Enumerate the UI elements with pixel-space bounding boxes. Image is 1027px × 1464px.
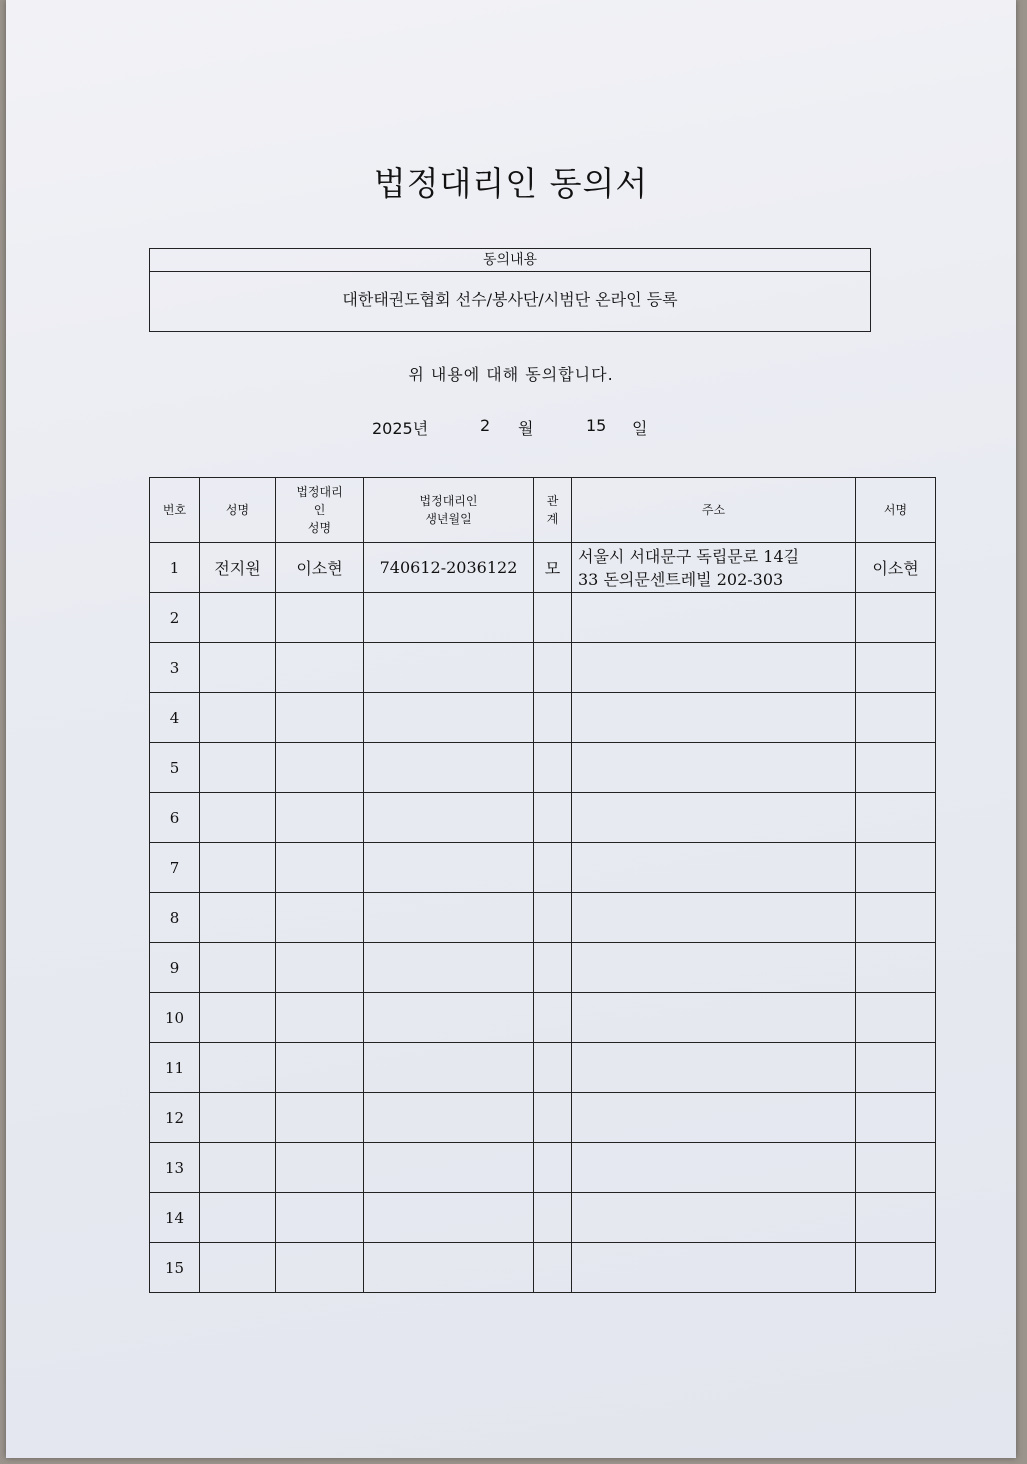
row-relation[interactable] (534, 993, 572, 1043)
row-guardian-birth[interactable] (364, 793, 534, 843)
row-guardian-birth[interactable] (364, 1193, 534, 1243)
header-number: 번호 (150, 478, 200, 543)
row-name[interactable] (200, 1193, 276, 1243)
header-guardian-birth-line2: 생년월일 (425, 512, 472, 526)
row-name[interactable] (200, 793, 276, 843)
row-guardian-birth[interactable] (364, 1093, 534, 1143)
row-relation[interactable] (534, 943, 572, 993)
header-relation-line1: 관 (546, 494, 559, 508)
row-number[interactable]: 1 (150, 543, 200, 593)
row-address[interactable] (572, 843, 856, 893)
row-relation[interactable] (534, 1043, 572, 1093)
row-address-line1: 서울시 서대문구 독립문로 14길 (578, 546, 800, 566)
header-guardian-name-line2: 인 (313, 503, 326, 517)
row-guardian-name[interactable] (276, 1143, 364, 1193)
row-guardian-birth[interactable] (364, 593, 534, 643)
row-name[interactable] (200, 593, 276, 643)
row-relation[interactable] (534, 1143, 572, 1193)
consent-box (149, 248, 871, 332)
row-signature[interactable] (856, 1093, 936, 1143)
row-name[interactable] (200, 693, 276, 743)
row-name[interactable] (200, 1243, 276, 1293)
row-guardian-birth[interactable]: 740612-2036122 (364, 543, 534, 593)
row-relation[interactable] (534, 1093, 572, 1143)
row-guardian-name[interactable] (276, 743, 364, 793)
row-address[interactable] (572, 993, 856, 1043)
row-number[interactable]: 14 (150, 1193, 200, 1243)
row-guardian-name[interactable] (276, 1043, 364, 1093)
row-guardian-birth[interactable] (364, 843, 534, 893)
date-day-value: 15 (586, 416, 607, 435)
row-signature[interactable] (856, 993, 936, 1043)
row-guardian-name[interactable] (276, 593, 364, 643)
row-address[interactable] (572, 743, 856, 793)
row-name[interactable]: 전지원 (200, 543, 276, 593)
row-guardian-birth[interactable] (364, 743, 534, 793)
table-row (150, 1193, 936, 1243)
row-signature[interactable]: 이소현 (856, 543, 936, 593)
agree-statement: 위 내용에 대해 동의합니다. (408, 365, 614, 384)
table-row (150, 1143, 936, 1193)
row-name[interactable] (200, 943, 276, 993)
row-number[interactable]: 13 (150, 1143, 200, 1193)
header-signature: 서명 (856, 478, 936, 543)
header-name: 성명 (200, 478, 276, 543)
header-guardian-birth-line1: 법정대리인 (419, 494, 478, 508)
row-guardian-name[interactable] (276, 793, 364, 843)
row-guardian-birth[interactable] (364, 943, 534, 993)
row-guardian-birth[interactable] (364, 643, 534, 693)
row-guardian-name[interactable] (276, 1093, 364, 1143)
row-name[interactable] (200, 643, 276, 693)
date-year: 2025년 (372, 419, 429, 438)
table-row (150, 943, 936, 993)
row-name[interactable] (200, 1043, 276, 1093)
row-guardian-name[interactable] (276, 993, 364, 1043)
header-guardian-birth (364, 478, 534, 543)
row-number[interactable]: 15 (150, 1243, 200, 1293)
row-number[interactable]: 2 (150, 593, 200, 643)
row-name[interactable] (200, 1143, 276, 1193)
row-guardian-birth[interactable] (364, 993, 534, 1043)
row-signature[interactable] (856, 943, 936, 993)
table-row (150, 1043, 936, 1093)
row-address-line2: 33 돈의문센트레빌 202-303 (578, 569, 784, 589)
row-number[interactable]: 8 (150, 893, 200, 943)
row-signature[interactable] (856, 693, 936, 743)
page-title: 법정대리인 동의서 (373, 164, 649, 203)
row-address[interactable] (572, 1143, 856, 1193)
row-relation[interactable] (534, 643, 572, 693)
row-signature[interactable] (856, 843, 936, 893)
row-address[interactable] (572, 593, 856, 643)
row-guardian-name[interactable] (276, 1193, 364, 1243)
row-guardian-birth[interactable] (364, 693, 534, 743)
row-relation[interactable] (534, 593, 572, 643)
row-number[interactable]: 7 (150, 843, 200, 893)
row-signature[interactable] (856, 1193, 936, 1243)
row-address[interactable] (572, 793, 856, 843)
row-name[interactable] (200, 1093, 276, 1143)
row-guardian-name[interactable] (276, 943, 364, 993)
row-number[interactable]: 11 (150, 1043, 200, 1093)
row-name[interactable] (200, 843, 276, 893)
row-number[interactable]: 6 (150, 793, 200, 843)
row-signature[interactable] (856, 893, 936, 943)
row-address[interactable] (572, 943, 856, 993)
row-address[interactable] (572, 1043, 856, 1093)
document-page (6, 0, 1016, 1458)
row-address[interactable] (572, 1243, 856, 1293)
row-name[interactable] (200, 743, 276, 793)
guardian-table (149, 477, 936, 1293)
consent-content: 대한태권도협회 선수/봉사단/시범단 온라인 등록 (342, 290, 678, 309)
row-number[interactable]: 5 (150, 743, 200, 793)
row-address[interactable] (572, 1093, 856, 1143)
row-address[interactable] (572, 893, 856, 943)
header-guardian-name (276, 478, 364, 543)
table-row (150, 543, 936, 593)
header-guardian-name-line3: 성명 (307, 521, 332, 535)
table-row (150, 893, 936, 943)
row-guardian-name[interactable] (276, 843, 364, 893)
header-relation (534, 478, 572, 543)
row-number[interactable]: 4 (150, 693, 200, 743)
row-relation[interactable] (534, 893, 572, 943)
row-guardian-birth[interactable] (364, 1143, 534, 1193)
row-number[interactable]: 9 (150, 943, 200, 993)
row-guardian-name[interactable]: 이소현 (276, 543, 364, 593)
consent-heading: 동의내용 (150, 249, 870, 272)
row-relation[interactable] (534, 743, 572, 793)
table-row (150, 993, 936, 1043)
table-row (150, 1243, 936, 1293)
row-relation[interactable] (534, 1193, 572, 1243)
row-number[interactable]: 3 (150, 643, 200, 693)
table-row (150, 643, 936, 693)
row-signature[interactable] (856, 643, 936, 693)
row-signature[interactable] (856, 793, 936, 843)
date-month-value: 2 (480, 416, 491, 435)
table-header-row (150, 478, 936, 543)
row-address[interactable] (572, 1193, 856, 1243)
date-month-label: 월 (518, 419, 534, 438)
row-guardian-birth[interactable] (364, 1043, 534, 1093)
row-name[interactable] (200, 893, 276, 943)
table-row (150, 743, 936, 793)
table-row (150, 793, 936, 843)
row-signature[interactable] (856, 743, 936, 793)
row-relation[interactable] (534, 693, 572, 743)
date-day-label: 일 (632, 419, 648, 438)
row-guardian-name[interactable] (276, 643, 364, 693)
row-number[interactable]: 10 (150, 993, 200, 1043)
header-guardian-name-line1: 법정대리 (296, 485, 343, 499)
row-signature[interactable] (856, 1243, 936, 1293)
table-row (150, 843, 936, 893)
table-body (150, 543, 936, 1293)
header-relation-line2: 계 (546, 512, 559, 526)
row-address[interactable] (572, 643, 856, 693)
row-address[interactable] (572, 543, 856, 593)
table-row (150, 1093, 936, 1143)
row-address[interactable] (572, 693, 856, 743)
row-signature[interactable] (856, 593, 936, 643)
row-number[interactable]: 12 (150, 1093, 200, 1143)
row-name[interactable] (200, 993, 276, 1043)
row-relation[interactable] (534, 1243, 572, 1293)
row-guardian-name[interactable] (276, 1243, 364, 1293)
row-signature[interactable] (856, 1043, 936, 1093)
row-guardian-birth[interactable] (364, 1243, 534, 1293)
row-guardian-name[interactable] (276, 693, 364, 743)
header-address: 주소 (572, 478, 856, 543)
row-signature[interactable] (856, 1143, 936, 1193)
row-relation[interactable]: 모 (534, 543, 572, 593)
row-guardian-birth[interactable] (364, 893, 534, 943)
table-row (150, 593, 936, 643)
row-relation[interactable] (534, 793, 572, 843)
row-guardian-name[interactable] (276, 893, 364, 943)
table-row (150, 693, 936, 743)
row-relation[interactable] (534, 843, 572, 893)
